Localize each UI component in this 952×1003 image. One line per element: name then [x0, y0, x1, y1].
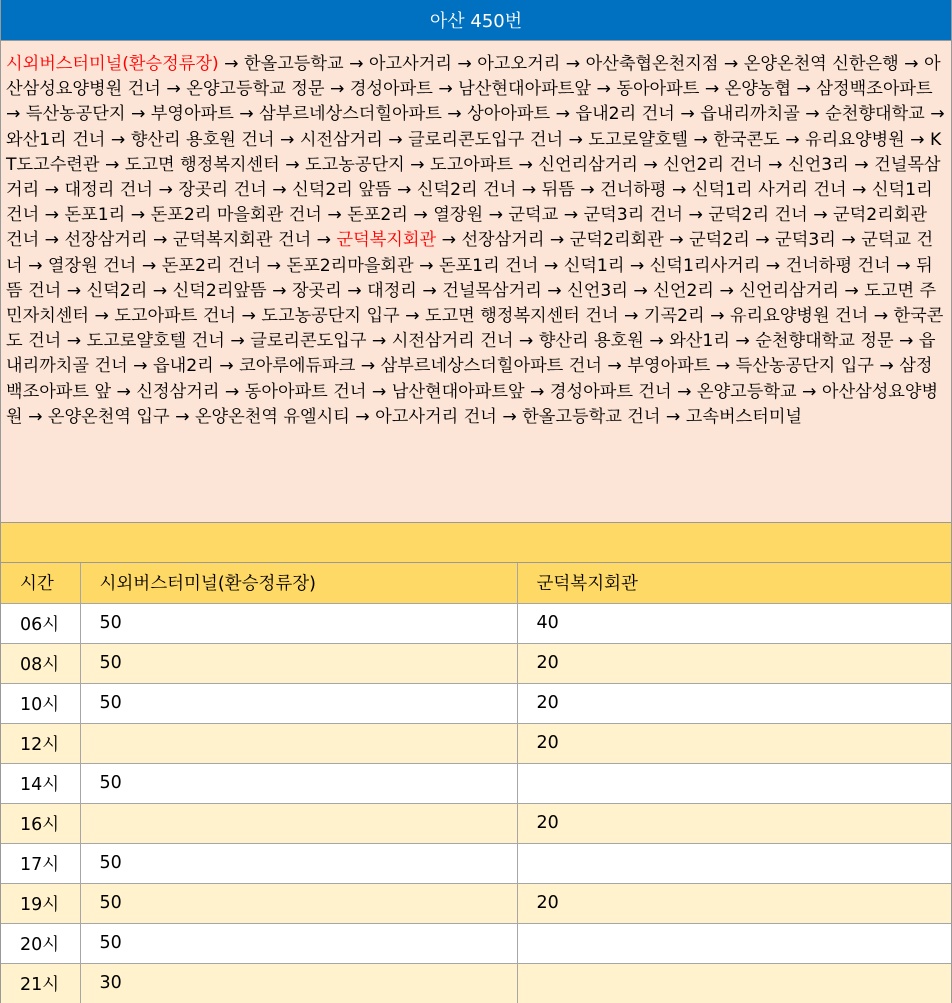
- table-row: [1, 603, 951, 643]
- route-segment-start: 시외버스터미널(환승정류장): [6, 54, 219, 74]
- cell-time: 14시: [1, 763, 80, 803]
- route-title-text: 아산 450번: [429, 11, 523, 32]
- cell-terminal-minute: 50: [80, 883, 517, 923]
- table-row: [1, 923, 951, 963]
- cell-terminal-minute: 50: [80, 843, 517, 883]
- cell-gundeok-minute: 20: [517, 883, 951, 923]
- cell-terminal-minute: 50: [80, 923, 517, 963]
- route-segment-return: → 선장삼거리 → 군덕2리회관 → 군덕2리 → 군덕3리 → 군덕교 건너 → 열장원 건너 → 돈포2리 건너 → 돈포2리마을회관 → 돈포1리 건너 → 신덕1리 → 신덕1리사거리 → 건너하평 건너 → 뒤뜸 건너 → 신덕2리 → 신덕2리앞뜸 → 장곳리 → 대정리 → 건널목삼거리 → 신언3리 → 신언2리 → 신언리삼거리 → 도고면 주민자치센터 → 도고아파트 건너 → 도고농공단지 입구 → 도고면 행정복지센터 건너 → 기곡2리 → 유리요양병원 건너 → 한국콘도 건너 → 도고로얄호텔 건너 → 글로리콘도입구 → 시전삼거리 건너 → 향산리 용호원 → 와산1리 → 순천향대학교 정문 → 읍내리까치골 건너 → 읍내2리 → 코아루에듀파크 → 삼부르네상스더힐아파트 건너 → 부영아파트 → 득산농공단지 입구 → 삼정백조아파트 앞 → 신정삼거리 → 동아아파트 건너 → 남산현대아파트앞 → 경성아파트 건너 → 온양고등학교 → 아산삼성요양병원 → 온양온천역 입구 → 온양온천역 유엘시티 → 아고사거리 건너 → 한올고등학교 건너 → 고속버스터미널: [6, 230, 944, 427]
- cell-terminal-minute: 50: [80, 763, 517, 803]
- route-title: [1, 0, 951, 41]
- cell-terminal-minute: 50: [80, 643, 517, 683]
- route-segment-turnaround: 군덕복지회관: [336, 230, 437, 251]
- schedule-header-row: [1, 563, 951, 603]
- cell-time: 16시: [1, 803, 80, 843]
- cell-gundeok-minute: 20: [517, 723, 951, 763]
- cell-time: 20시: [1, 923, 80, 963]
- header-gundeok: 군덕복지회관: [517, 563, 951, 603]
- header-terminal: 시외버스터미널(환승정류장): [80, 563, 517, 603]
- cell-gundeok-minute: [517, 843, 951, 883]
- cell-time: 10시: [1, 683, 80, 723]
- cell-terminal-minute: 30: [80, 963, 517, 1003]
- table-row: [1, 643, 951, 683]
- cell-terminal-minute: 50: [80, 683, 517, 723]
- cell-terminal-minute: [80, 803, 517, 843]
- header-time: 시간: [1, 563, 80, 603]
- cell-time: 17시: [1, 843, 80, 883]
- cell-gundeok-minute: [517, 963, 951, 1003]
- cell-gundeok-minute: 20: [517, 683, 951, 723]
- cell-time: 21시: [1, 963, 80, 1003]
- cell-gundeok-minute: 40: [517, 603, 951, 643]
- cell-gundeok-minute: [517, 763, 951, 803]
- table-row: [1, 763, 951, 803]
- cell-gundeok-minute: [517, 923, 951, 963]
- schedule-table: [1, 563, 951, 1003]
- cell-time: 08시: [1, 643, 80, 683]
- table-row: [1, 683, 951, 723]
- cell-time: 06시: [1, 603, 80, 643]
- table-row: [1, 963, 951, 1003]
- table-row: [1, 883, 951, 923]
- table-row: [1, 723, 951, 763]
- cell-time: 19시: [1, 883, 80, 923]
- cell-gundeok-minute: 20: [517, 803, 951, 843]
- cell-terminal-minute: 50: [80, 603, 517, 643]
- cell-gundeok-minute: 20: [517, 643, 951, 683]
- cell-terminal-minute: [80, 723, 517, 763]
- route-segment-outbound: → 한올고등학교 → 아고사거리 → 아고오거리 → 아산축협온천지점 → 온양온천역 신한은행 → 아산삼성요양병원 건너 → 온양고등학교 정문 → 경성아파트 → 남산현대아파트앞 → 동아아파트 → 온양농협 → 삼정백조아파트 → 득산농공단지 → 부영아파트 → 삼부르네상스더힐아파트 → 상아아파트 → 읍내2리 건너 → 읍내리까치골 → 순천향대학교 → 와산1리 건너 → 향산리 용호원 건너 → 시전삼거리 → 글로리콘도입구 건너 → 도고로얄호텔 → 한국콘도 → 유리요양병원 → KT도고수련관 → 도고면 행정복지센터 → 도고농공단지 → 도고아파트 → 신언리삼거리 → 신언2리 건너 → 신언3리 → 건널목삼거리 → 대정리 건너 → 장곳리 건너 → 신덕2리 앞뜸 → 신덕2리 건너 → 뒤뜸 → 건너하평 → 신덕1리 사거리 건너 → 신덕1리 건너 → 돈포1리 → 돈포2리 마을회관 건너 → 돈포2리 → 열장원 → 군덕교 → 군덕3리 건너 → 군덕2리 건너 → 군덕2리회관 건너 → 선장삼거리 → 군덕복지회관 건너 →: [6, 54, 945, 251]
- section-divider-bar: [1, 523, 951, 563]
- table-row: [1, 803, 951, 843]
- table-row: [1, 843, 951, 883]
- route-stops: [1, 41, 951, 523]
- cell-time: 12시: [1, 723, 80, 763]
